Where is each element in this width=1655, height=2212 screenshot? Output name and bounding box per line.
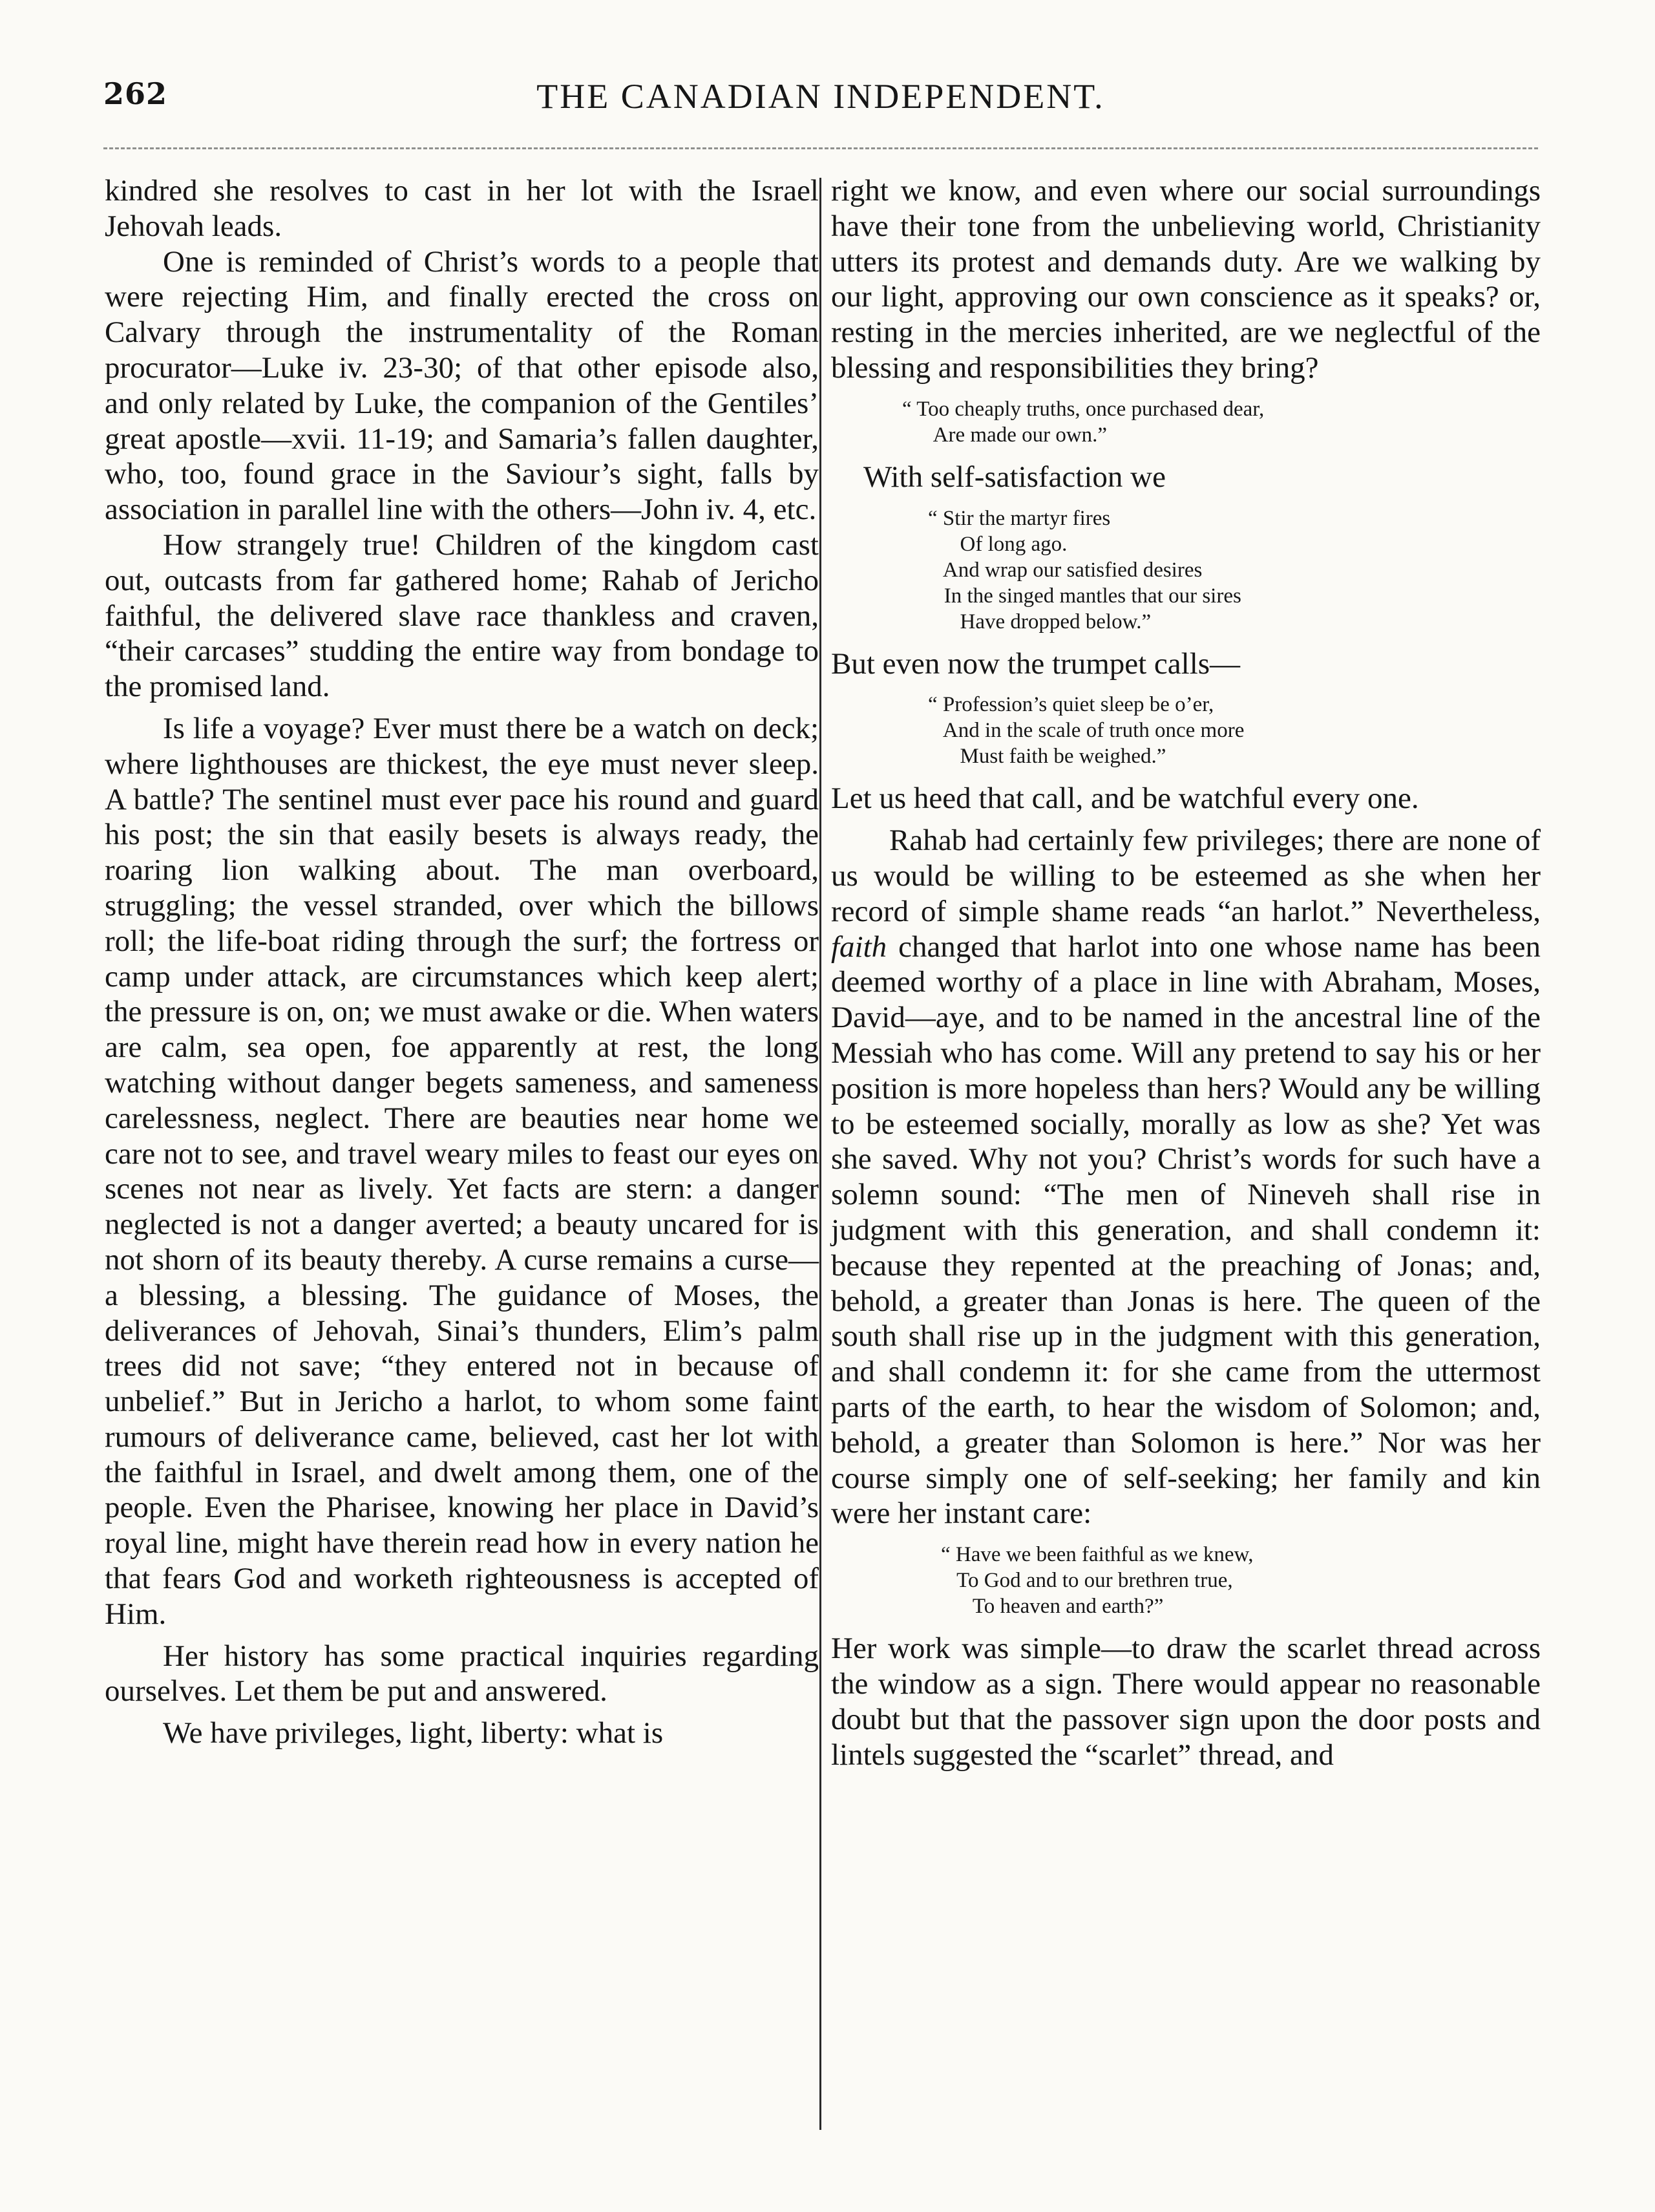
paragraph — [831, 823, 1541, 1531]
paragraph-text: changed that harlot into one whose name has been deemed worthy of a place in line with Abraham, Moses, David—aye, and to be named in the ancestral line of the Messiah who has come. Will any pretend to say his or her position is more hopeless than hers? Would any be willing to be esteemed socially, morally as low as she? Yet was she saved. Why not you? Christ’s words for such have a solemn sound: “The men of Nineveh shall rise in judgment with this generation, and shall condemn it: because they repented at the preaching of Jonas; and, behold, a greater than Jonas is here. The queen of the south shall rise up in the judgment with this generation, and shall condemn it: for she came from the uttermost parts of the earth, to hear the wisdom of Solomon; and, behold, a greater than Solomon is here.” Nor was her course simply one of self-seeking; her family and kin were her instant care: — [831, 930, 1541, 1531]
verse-line: Are made our own.” — [902, 423, 1108, 447]
paragraph: One is reminded of Christ’s words to a people that were rejecting Him, and finally erected the cross on Calvary through the instrumentality of the Roman procurator—Luke iv. 23-30; of that other episode also, and only related by Luke, the companion of the Gentiles’ great apostle—xvii. 11-19; and Samaria’s fallen daughter, who, too, found grace in the Saviour’s sight, falls by association in parallel line with the others—John iv. 4, etc. — [105, 244, 819, 527]
header-rule — [103, 147, 1538, 149]
verse-line: And in the scale of truth once more — [928, 719, 1245, 743]
paragraph: We have privileges, light, liberty: what is — [163, 1716, 664, 1750]
paragraph: Is life a voyage? Ever must there be a watch on deck; where lighthouses are thickest, the eye must never sleep. A battle? The sentinel must ever pace his round and guard his post; the sin that easily besets is always ready, the roaring lion walking about. The man overboard, struggling; the vessel stranded, over which the billows roll; the life-boat riding through the surf; the fortress or camp under attack, are circumstances which keep alert; the pressure is on, on; we must awake or die. When waters are calm, sea open, foe apparently at rest, the long watching without danger begets sameness, and sameness carelessness, neglect. There are beauties near home we care not to see, and travel weary miles to feast our eyes on scenes not near as lively. Yet facts are stern: a danger neglected is not a danger averted; a beauty uncared for is not shorn of its beauty thereby. A curse remains a curse—a blessing, a blessing. The guidance of Moses, the deliverances of Jehovah, Sinai’s thunders, Elim’s palm trees did not save; “they entered not in because of unbelief.” But in Jericho a harlot, to whom some faint rumours of deliverance came, believed, cast her lot with the faithful in Israel, and dwelt among them, one of the people. Even the Pharisee, knowing her place in David’s royal line, might have therein read how in every nation he that fears God and worketh righteousness is accepted of Him. — [105, 711, 819, 1631]
left-column — [105, 173, 819, 1751]
verse-line: Must faith be weighed.” — [928, 745, 1166, 769]
paragraph: kindred she resolves to cast in her lot with the Israel Jehovah leads. — [105, 174, 819, 243]
text-line: With self-satisfaction we — [863, 460, 1166, 494]
paragraph-text: Rahab had certainly few privileges; there are none of us would be willing to be esteemed as she when her record of simple shame reads “an harlot.” Nevertheless, — [831, 824, 1541, 928]
verse-quote — [941, 1542, 1541, 1619]
paragraph: How strangely true! Children of the kingdom cast out, outcasts from far gathered home; Rahab of Jericho faithful, the delivered slave race thankless and craven, “their carcases” studding the entire way from bondage to the promised land. — [105, 527, 819, 704]
page-number: 262 — [103, 76, 168, 111]
column-divider — [819, 178, 821, 2130]
verse-line: Have dropped below.” — [928, 610, 1152, 633]
verse-line: “ Too cheaply truths, once purchased dear, — [902, 397, 1265, 421]
page-header — [103, 76, 1538, 128]
verse-line: And wrap our satisfied desires — [928, 558, 1203, 582]
verse-line: To heaven and earth?” — [941, 1595, 1164, 1619]
text-line: But even now the trumpet calls— — [831, 646, 1241, 681]
paragraph: Her work was simple—to draw the scarlet thread across the window as a sign. There would appear no reasonable doubt but that the passover sign upon the door posts and lintels suggested the “scarlet” thread, and — [831, 1632, 1541, 1772]
running-title: THE CANADIAN INDEPENDENT. — [536, 77, 1105, 116]
verse-quote — [928, 692, 1541, 769]
verse-line: “ Stir the martyr fires — [928, 506, 1111, 530]
paragraph: right we know, and even where our social surroundings have their tone from the unbelieving world, Christianity utters its protest and demands duty. Are we walking by our light, approving our own conscience as it speaks? or, resting in the mercies inherited, are we neglectful of the blessing and responsibilities they bring? — [831, 174, 1541, 385]
verse-line: To God and to our brethren true, — [941, 1569, 1233, 1593]
paragraph: Her history has some practical inquiries regarding ourselves. Let them be put and answered. — [105, 1639, 819, 1708]
verse-line: “ Profession’s quiet sleep be o’er, — [928, 693, 1214, 717]
verse-quote — [902, 396, 1541, 448]
verse-line: Of long ago. — [928, 532, 1068, 556]
verse-line: “ Have we been faithful as we knew, — [941, 1543, 1254, 1567]
emphasis-faith: faith — [831, 930, 887, 964]
verse-quote — [928, 505, 1541, 635]
verse-line: In the singed mantles that our sires — [928, 584, 1241, 608]
paragraph: Let us heed that call, and be watchful every one. — [831, 782, 1419, 816]
right-column — [831, 173, 1541, 1772]
